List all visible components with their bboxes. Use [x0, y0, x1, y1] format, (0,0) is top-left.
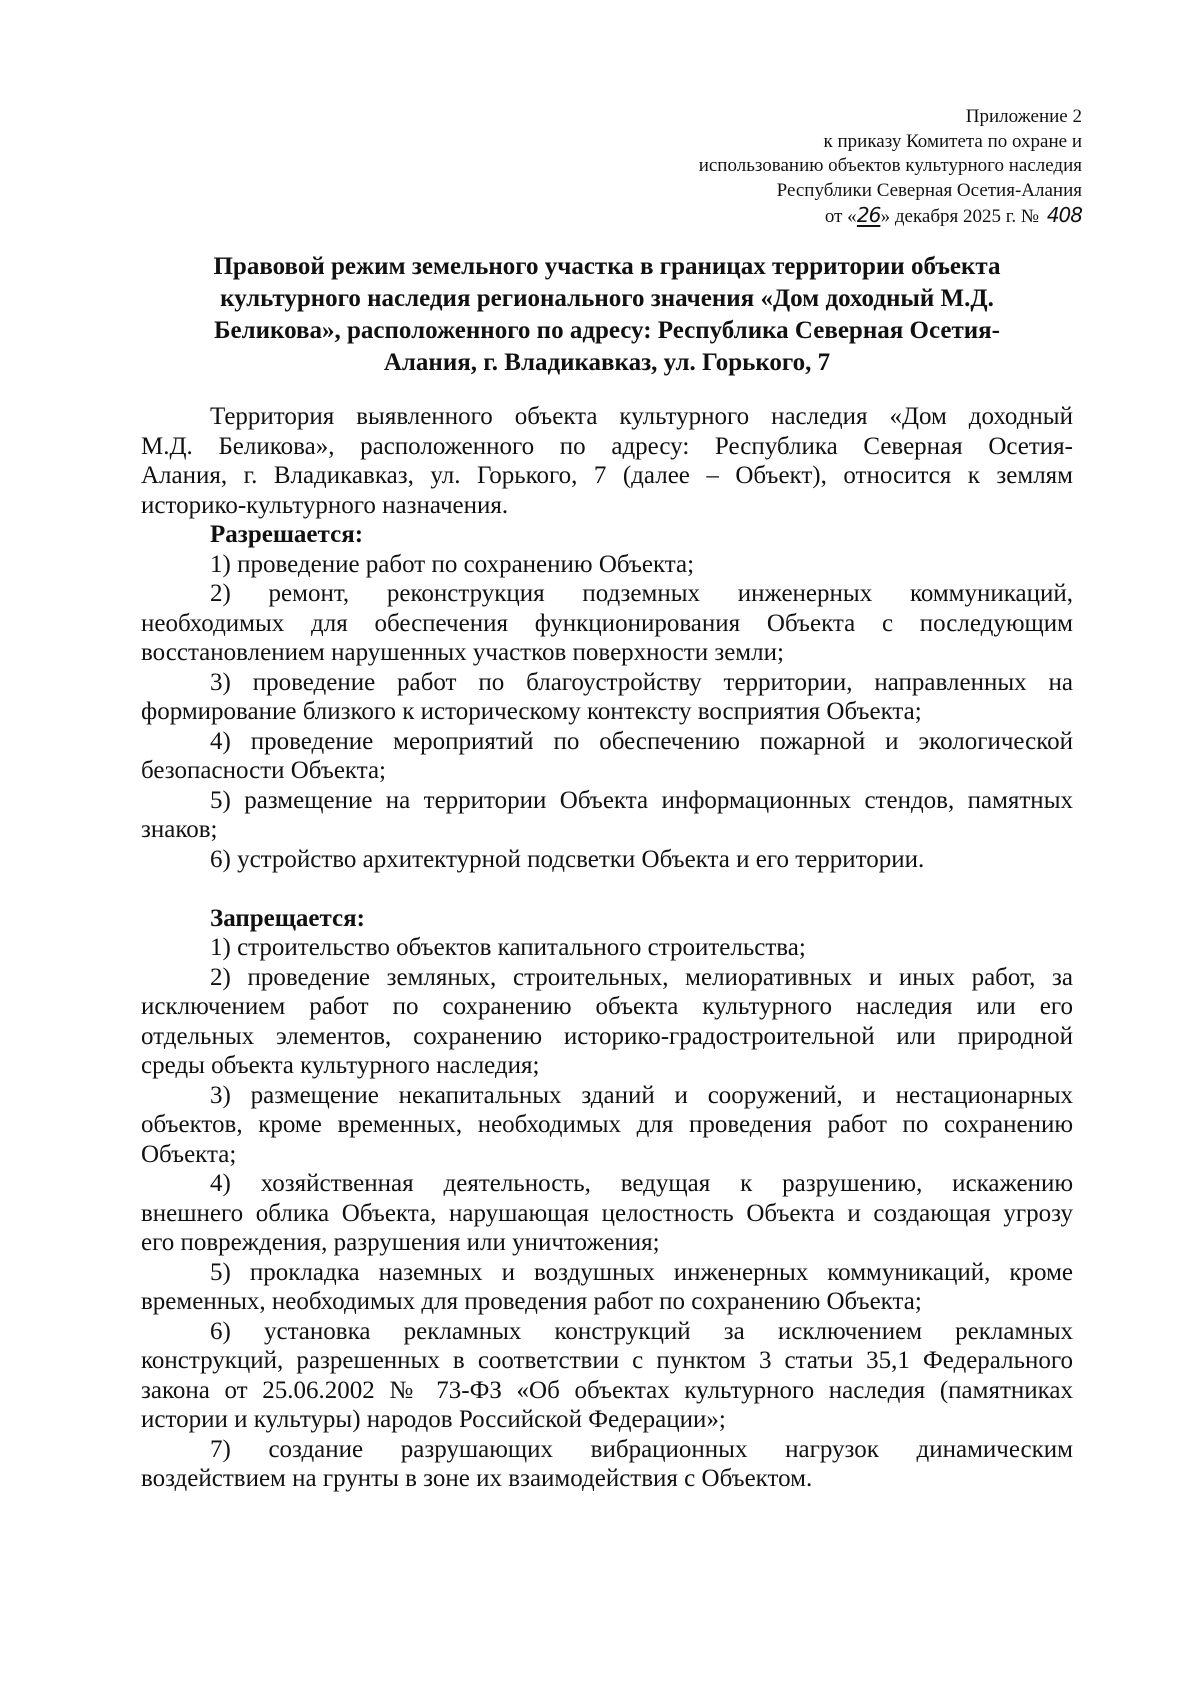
allowed-item-line: 6) устройство архитектурной подсветки Объекта и его территории.: [210, 845, 925, 873]
title-line: Правовой режим земельного участка в границах территории объекта: [213, 253, 1001, 280]
forbidden-item-line: среды объекта культурного наследия;: [141, 1052, 540, 1079]
document-title: [140, 251, 1074, 379]
date-middle: » декабря 2025 г. №: [880, 206, 1044, 227]
title-line: Беликова», расположенного по адресу: Республика Северная Осетия-: [214, 317, 1000, 344]
document-body: [141, 402, 1073, 1494]
intro-paragraph-line: М.Д. Беликова», расположенного по адресу: Республика Северная Осетия-: [141, 432, 1073, 460]
forbidden-item-line: 6) установка рекламных конструкций за исключением рекламных: [210, 1317, 1073, 1345]
intro-paragraph-line: Территория выявленного объекта культурного наследия «Дом доходный: [210, 403, 1073, 430]
forbidden-item-line: 1) строительство объектов капитального строительства;: [210, 934, 806, 961]
allowed-item-line: формирование близкого к историческому контексту восприятия Объекта;: [141, 698, 922, 725]
allowed-item-line: знаков;: [141, 816, 218, 843]
order-reference-line: к приказу Комитета по охране и: [823, 130, 1082, 152]
forbidden-item-line: истории и культуры) народов Российской Федерации»;: [141, 1406, 726, 1433]
allowed-item-line: 2) ремонт, реконструкция подземных инженерных коммуникаций,: [210, 580, 1073, 607]
forbidden-item-line: Объекта;: [141, 1140, 237, 1168]
forbidden-item-line: 5) прокладка наземных и воздушных инженерных коммуникаций, кроме: [210, 1258, 1073, 1286]
forbidden-heading: Запрещается:: [210, 904, 366, 932]
allowed-heading: Разрешается:: [210, 521, 364, 548]
allowed-item-line: необходимых для обеспечения функционирования Объекта с последующим: [141, 609, 1073, 637]
appendix-label: Приложение 2: [965, 106, 1082, 127]
allowed-item-line: 5) размещение на территории Объекта информационных стендов, памятных: [210, 786, 1073, 814]
allowed-item-line: безопасности Объекта;: [141, 757, 387, 784]
forbidden-item-line: конструкций, разрешенных в соответствии с пунктом 3 статьи 35,1 Федерального: [141, 1347, 1073, 1374]
forbidden-item-line: воздействием на грунты в зоне их взаимодействия с Объектом.: [141, 1465, 813, 1492]
forbidden-item-line: 2) проведение земляных, строительных, мелиоративных и иных работ, за: [210, 963, 1073, 991]
forbidden-item-line: закона от 25.06.2002 № 73-ФЗ «Об объектах культурного наследия (памятниках: [141, 1376, 1073, 1404]
forbidden-item-line: 4) хозяйственная деятельность, ведущая к разрушению, искажению: [210, 1170, 1073, 1197]
intro-paragraph-line: Алания, г. Владикавказ, ул. Горького, 7 (далее – Объект), относится к землям: [141, 462, 1073, 489]
handwritten-order-number: 408: [1046, 203, 1082, 227]
forbidden-item-line: 3) размещение некапитальных зданий и сооружений, и нестационарных: [210, 1081, 1073, 1109]
date-prefix: от «: [824, 206, 857, 227]
allowed-item-line: 3) проведение работ по благоустройству территории, направленных на: [210, 668, 1073, 696]
allowed-item-line: восстановлением нарушенных участков поверхности земли;: [141, 639, 784, 666]
forbidden-item-line: 7) создание разрушающих вибрационных нагрузок динамическим: [210, 1435, 1073, 1463]
forbidden-item-line: отдельных элементов, сохранению историко-градостроительной или природной: [141, 1022, 1073, 1050]
forbidden-item-line: объектов, кроме временных, необходимых для проведения работ по сохранению: [141, 1111, 1073, 1138]
republic-name-line: Республики Северная Осетия-Алания: [776, 179, 1082, 201]
order-date-line: [562, 203, 1082, 230]
forbidden-item-line: его повреждения, разрушения или уничтожения;: [141, 1229, 660, 1256]
handwritten-day: 26: [856, 203, 881, 227]
intro-paragraph-line: историко-культурного назначения.: [141, 491, 509, 519]
forbidden-item-line: внешнего облика Объекта, нарушающая целостность Объекта и создающая угрозу: [141, 1199, 1073, 1227]
section-spacer: [141, 874, 1073, 904]
appendix-header: [562, 105, 1082, 230]
committee-name-line: использованию объектов культурного наследия: [698, 155, 1082, 176]
allowed-item-line: 4) проведение мероприятий по обеспечению пожарной и экологической: [210, 727, 1073, 755]
forbidden-item-line: исключением работ по сохранению объекта культурного наследия или его: [141, 993, 1073, 1020]
title-line: Алания, г. Владикавказ, ул. Горького, 7: [383, 349, 831, 376]
allowed-item-line: 1) проведение работ по сохранению Объекта;: [210, 550, 695, 578]
title-line: культурного наследия регионального значения «Дом доходный М.Д.: [220, 285, 994, 312]
forbidden-item-line: временных, необходимых для проведения работ по сохранению Объекта;: [141, 1288, 922, 1315]
